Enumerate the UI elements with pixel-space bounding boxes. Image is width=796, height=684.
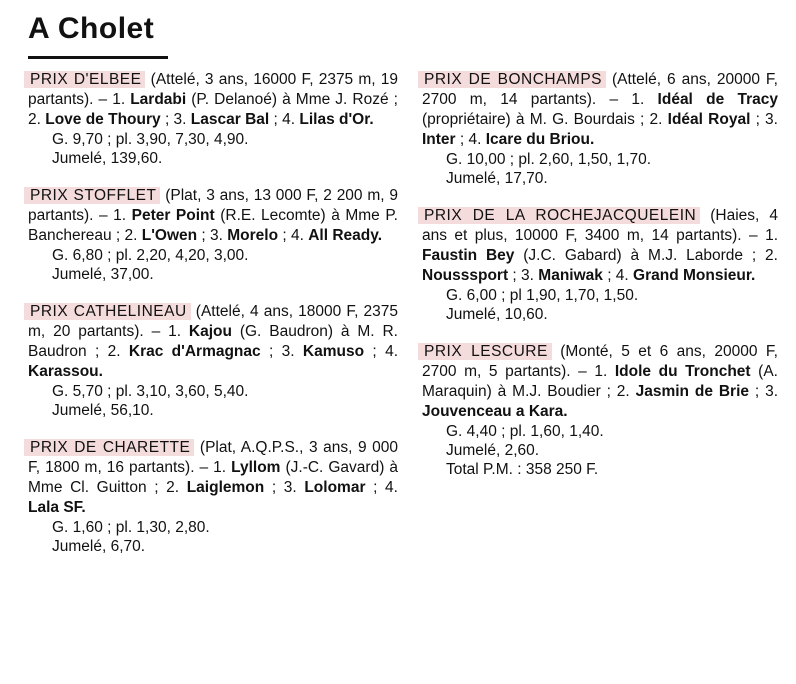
page-title: A Cholet [28,12,155,45]
race-name: PRIX D'ELBEE [24,71,145,88]
horse-name: Nousssport [422,267,509,284]
race-text: (propriétaire) à M. G. Bourdais ; 2. [422,111,668,128]
race-result-line: G. 9,70 ; pl. 3,90, 7,30, 4,90. [52,131,249,148]
race-block [422,206,778,324]
race-text: (Haies, 4 ans et plus, 10000 F, 3400 m, 14 partants). – 1. [422,207,778,244]
race-block [28,438,398,556]
race-text: ; 4. [278,227,309,244]
horse-name: L'Owen [141,227,198,244]
race-description [28,438,398,518]
horse-name: Kajou [188,323,232,340]
race-text: ; 4. [365,479,398,496]
race-text: (G. Baudron) à M. R. Baudron ; 2. [28,323,398,360]
race-text: ; 3. [508,267,539,284]
horse-name: Grand Monsieur. [633,267,756,284]
race-block [422,342,778,479]
horse-name: Lascar Bal [190,111,270,128]
horse-name: Jouvenceau a Kara. [422,403,568,420]
race-text: ; 3. [749,383,778,400]
race-description [28,70,398,130]
race-text: (J.-C. Gavard) à Mme Cl. Guitton ; 2. [28,459,398,496]
race-description [422,342,778,422]
right-column [422,70,778,497]
race-text: (Monté, 5 et 6 ans, 20000 F, 2700 m, 5 partants). – 1. [422,343,778,380]
race-result-line: G. 4,40 ; pl. 1,60, 1,40. [446,423,604,440]
race-text: ; 3. [260,343,303,360]
race-text: ; 4. [269,111,300,128]
race-name: PRIX STOFFLET [24,187,160,204]
race-result-line: Jumelé, 2,60. [446,442,540,459]
race-name: PRIX CATHELINEAU [24,303,191,320]
race-name: PRIX DE BONCHAMPS [418,71,606,88]
race-name: PRIX DE CHARETTE [24,439,194,456]
horse-name: Lolomar [304,479,366,496]
race-text: ; 3. [160,111,191,128]
horse-name: Idole du Tronchet [614,363,751,380]
horse-name: Jasmin de Brie [635,383,750,400]
race-result-line: Jumelé, 56,10. [52,402,154,419]
left-column [28,70,398,574]
race-result-line: Total P.M. : 358 250 F. [446,461,599,478]
race-text: (Attelé, 3 ans, 16000 F, 2375 m, 19 partants). – 1. [28,71,398,108]
race-description [422,70,778,150]
race-text: (Attelé, 6 ans, 20000 F, 2700 m, 14 partants). – 1. [422,71,778,108]
race-text: ; 4. [602,267,634,284]
horse-name: Laiglemon [186,479,265,496]
race-text: (J.C. Gabard) à M.J. Laborde ; 2. [514,247,778,264]
horse-name: Idéal Royal [667,111,751,128]
horse-name: Idéal de Tracy [657,91,778,108]
race-text: (R.E. Lecomte) à Mme P. Banchereau ; 2. [28,207,398,244]
race-result-line: Jumelé, 37,00. [52,266,154,283]
race-block [28,302,398,420]
race-description [422,206,778,286]
race-text: (Attelé, 4 ans, 18000 F, 2375 m, 20 partants). – 1. [28,303,399,340]
horse-name: Inter [422,131,456,148]
race-text: ; 3. [264,479,305,496]
race-block [28,70,398,168]
race-result-line: G. 1,60 ; pl. 1,30, 2,80. [52,519,210,536]
race-text: (P. Delanoé) à Mme J. Rozé ; 2. [28,91,398,128]
horse-name: Faustin Bey [422,247,515,264]
race-result-line: G. 10,00 ; pl. 2,60, 1,50, 1,70. [446,151,652,168]
race-result-line: G. 6,00 ; pl 1,90, 1,70, 1,50. [446,287,639,304]
title-underline [28,56,168,59]
horse-name: Krac d'Armagnac [128,343,261,360]
horse-name: Lala SF. [28,499,86,516]
race-text: ; 4. [455,131,486,148]
horse-name: Lardabi [130,91,187,108]
horse-name: All Ready. [308,227,383,244]
race-result-line: Jumelé, 139,60. [52,150,163,167]
race-description [28,186,398,246]
race-result-line: G. 6,80 ; pl. 2,20, 4,20, 3,00. [52,247,249,264]
horse-name: Karassou. [28,363,103,380]
race-text: (Plat, 3 ans, 13 000 F, 2 200 m, 9 partants). – 1. [28,187,398,224]
race-result-line: Jumelé, 6,70. [52,538,146,555]
horse-name: Icare du Briou. [485,131,595,148]
race-block [422,70,778,188]
horse-name: Morelo [227,227,279,244]
race-block [28,186,398,284]
race-result-line: Jumelé, 17,70. [446,170,548,187]
race-name: PRIX DE LA ROCHEJACQUELEIN [418,207,700,224]
horse-name: Lyllom [231,459,281,476]
race-name: PRIX LESCURE [418,343,552,360]
race-result-line: Jumelé, 10,60. [446,306,548,323]
horse-name: Lilas d'Or. [299,111,374,128]
horse-name: Love de Thoury [45,111,161,128]
horse-name: Peter Point [131,207,215,224]
race-text: ; 3. [750,111,778,128]
horse-name: Kamuso [302,343,365,360]
race-text: (A. Maraquin) à M.J. Boudier ; 2. [422,363,778,400]
race-text: (Plat, A.Q.P.S., 3 ans, 9 000 F, 1800 m, 16 partants). – 1. [28,439,399,476]
race-result-line: G. 5,70 ; pl. 3,10, 3,60, 5,40. [52,383,249,400]
race-description [28,302,398,382]
race-text: ; 3. [197,227,228,244]
race-text: ; 4. [364,343,398,360]
horse-name: Maniwak [538,267,603,284]
